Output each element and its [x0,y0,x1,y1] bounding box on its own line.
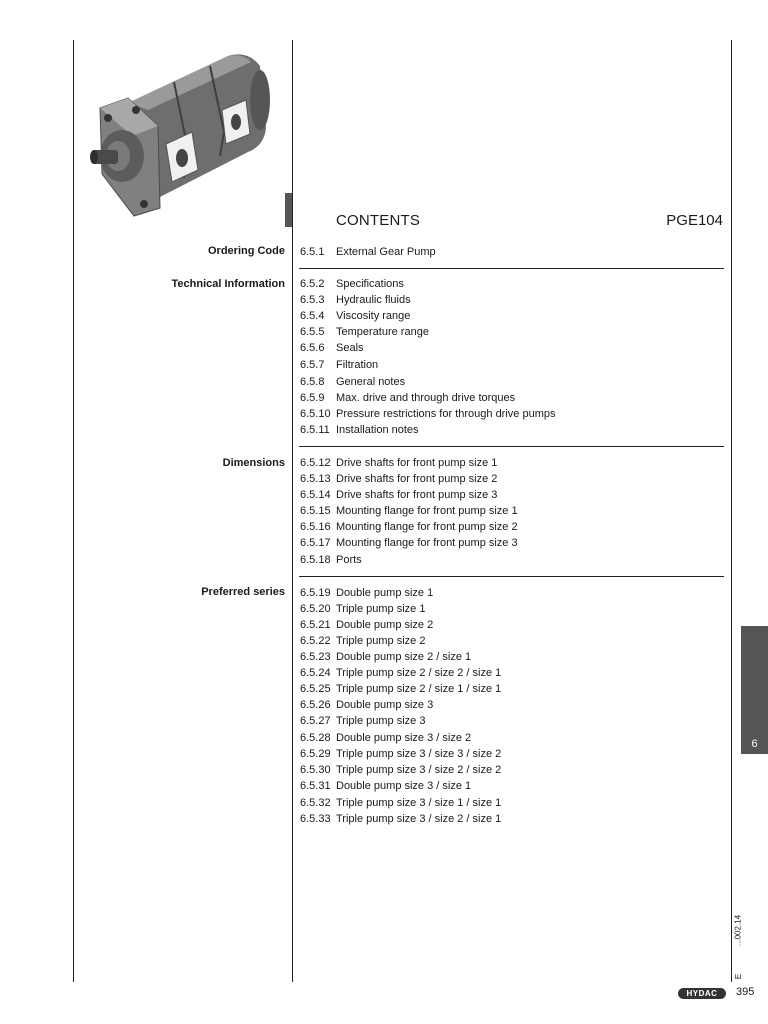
product-code: PGE104 [666,212,723,229]
toc-entry[interactable] [300,422,419,438]
toc-entry-number: 6.5.33 [300,813,331,825]
toc-entry[interactable] [300,374,405,390]
toc-entry-title: Double pump size 3 [336,699,434,711]
toc-entry-title: Specifications [336,278,404,290]
toc-entry-number: 6.5.14 [300,489,331,501]
toc-entry-number: 6.5.31 [300,780,331,792]
toc-entry[interactable] [300,778,471,794]
contents-title: CONTENTS [336,212,421,229]
toc-entry-title: Triple pump size 3 / size 3 / size 2 [336,748,502,760]
toc-entry-number: 6.5.5 [300,326,325,338]
toc-entry-number: 6.5.22 [300,635,331,647]
toc-entry[interactable] [300,455,497,471]
toc-entry-title: External Gear Pump [336,246,436,258]
toc-entry[interactable] [300,730,471,746]
toc-entry-title: Temperature range [336,326,429,338]
toc-entry-title: Triple pump size 3 [336,715,426,727]
toc-entry[interactable] [300,585,433,601]
section-label-dimensions: Dimensions [222,457,285,469]
toc-entry-title: Mounting flange for front pump size 2 [336,521,518,533]
toc-entry-title: Ports [336,554,362,566]
document-reference: ...002.14 [733,914,743,947]
toc-entry-title: Hydraulic fluids [336,294,411,306]
section-label-ordering-code: Ordering Code [207,245,285,257]
toc-entry-title: Filtration [336,359,379,371]
toc-entry-title: Triple pump size 2 / size 1 / size 1 [336,683,502,695]
toc-entry-title: Triple pump size 3 / size 1 / size 1 [336,797,502,809]
toc-entry[interactable] [300,244,436,260]
toc-entry[interactable] [300,519,518,535]
toc-entry[interactable] [300,406,555,422]
toc-entry-number: 6.5.21 [300,619,331,631]
toc-entry[interactable] [300,390,515,406]
toc-entry[interactable] [300,535,518,551]
toc-entry-number: 6.5.6 [300,342,325,354]
toc-entry-number: 6.5.19 [300,587,331,599]
toc-entry-number: 6.5.27 [300,715,331,727]
toc-entry[interactable] [300,324,429,340]
toc-entry-number: 6.5.25 [300,683,331,695]
toc-entry-title: Pressure restrictions for through drive pumps [336,408,556,420]
left-border-line [73,40,74,982]
toc-entry-number: 6.5.17 [300,537,331,549]
toc-entry[interactable] [300,552,362,568]
toc-entry-title: Mounting flange for front pump size 1 [336,505,518,517]
section-label-technical-information: Technical Information [171,278,285,290]
toc-entry-number: 6.5.10 [300,408,331,420]
toc-entry-number: 6.5.8 [300,376,325,388]
toc-entry[interactable] [300,487,497,503]
toc-entry-title: Triple pump size 2 [336,635,426,647]
toc-entry-number: 6.5.15 [300,505,331,517]
toc-entry-number: 6.5.23 [300,651,331,663]
toc-entry-title: Drive shafts for front pump size 1 [336,457,498,469]
toc-entry-title: Viscosity range [336,310,411,322]
toc-entry-number: 6.5.2 [300,278,325,290]
column-divider-line [292,40,293,982]
page-number: 395 [736,986,755,998]
toc-entry[interactable] [300,665,501,681]
gear-pump-image [88,48,278,218]
toc-entry-number: 6.5.26 [300,699,331,711]
toc-entry-number: 6.5.11 [300,424,330,436]
toc-entry-title: Installation notes [336,424,419,436]
toc-entry-number: 6.5.28 [300,732,331,744]
section-marker [285,193,292,227]
toc-entry-title: Mounting flange for front pump size 3 [336,537,518,549]
section-divider [299,446,724,447]
toc-entry-number: 6.5.18 [300,554,331,566]
toc-entry-number: 6.5.12 [300,457,331,469]
toc-entry[interactable] [300,340,364,356]
toc-entry[interactable] [300,471,497,487]
toc-entry-number: 6.5.16 [300,521,331,533]
toc-entry-number: 6.5.29 [300,748,331,760]
toc-entry-title: Double pump size 2 [336,619,434,631]
section-label-preferred-series: Preferred series [201,586,285,598]
toc-entry-number: 6.5.13 [300,473,331,485]
toc-entry-title: Double pump size 2 / size 1 [336,651,472,663]
section-divider [299,268,724,269]
right-border-line [731,40,732,982]
chapter-tab[interactable] [741,626,768,754]
toc-entry-title: Triple pump size 2 / size 2 / size 1 [336,667,502,679]
toc-entry-title: Double pump size 3 / size 2 [336,732,472,744]
toc-entry-number: 6.5.4 [300,310,325,322]
toc-entry-title: Drive shafts for front pump size 2 [336,473,498,485]
section-divider [299,576,724,577]
toc-entry-number: 6.5.9 [300,392,325,404]
toc-entry[interactable] [300,795,501,811]
language-code: E [734,973,744,980]
toc-entry[interactable] [300,746,501,762]
toc-entry[interactable] [300,292,411,308]
toc-entry[interactable] [300,357,378,373]
toc-entry-title: Triple pump size 3 / size 2 / size 2 [336,764,502,776]
toc-entry-title: Double pump size 1 [336,587,434,599]
toc-entry[interactable] [300,276,404,292]
toc-entry[interactable] [300,811,501,827]
toc-entry[interactable] [300,617,433,633]
toc-entry-number: 6.5.7 [300,359,325,371]
toc-entry[interactable] [300,503,518,519]
toc-entry[interactable] [300,762,501,778]
toc-entry-title: Seals [336,342,364,354]
toc-entry-title: Drive shafts for front pump size 3 [336,489,498,501]
toc-entry-number: 6.5.32 [300,797,331,809]
toc-entry-title: Max. drive and through drive torques [336,392,516,404]
toc-entry-number: 6.5.3 [300,294,325,306]
toc-entry[interactable] [300,713,425,729]
toc-entry[interactable] [300,697,433,713]
toc-entry[interactable] [300,633,425,649]
toc-entry-number: 6.5.24 [300,667,331,679]
toc-entry-title: Triple pump size 1 [336,603,426,615]
toc-entry-number: 6.5.20 [300,603,331,615]
toc-entry[interactable] [300,649,471,665]
hydac-logo: HYDAC [678,988,726,999]
toc-entry[interactable] [300,681,501,697]
toc-entry-title: Double pump size 3 / size 1 [336,780,472,792]
toc-entry-number: 6.5.30 [300,764,331,776]
toc-entry[interactable] [300,601,425,617]
toc-entry-number: 6.5.1 [300,246,325,258]
toc-entry-title: Triple pump size 3 / size 2 / size 1 [336,813,502,825]
chapter-tab-number: 6 [751,738,758,750]
toc-entry-title: General notes [336,376,406,388]
toc-entry[interactable] [300,308,410,324]
